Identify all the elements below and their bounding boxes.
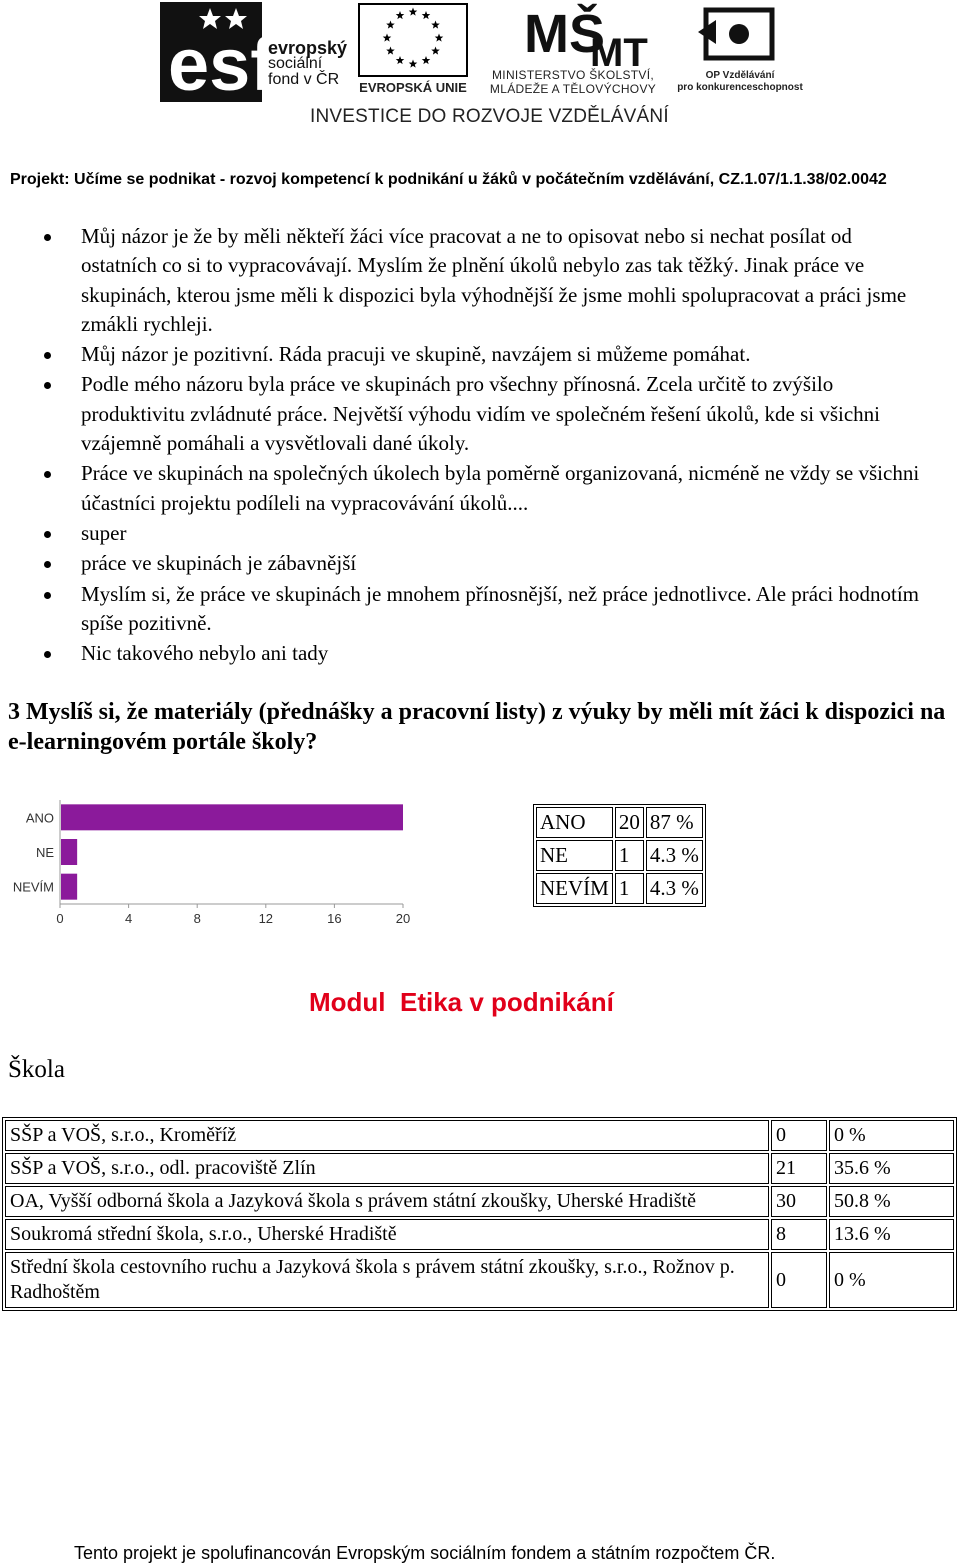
list-item xyxy=(0,519,960,548)
project-title: Projekt: Učíme se podnikat - rozvoj kompetencí k podnikání u žáků v počátečním vzdělávání, CZ.1.07/1.1.38/02.0042 xyxy=(10,171,887,188)
svg-text:MŠ: MŠ xyxy=(524,4,605,64)
list-item xyxy=(0,222,960,339)
list-item-text: super xyxy=(81,520,127,545)
category-label: NEVÍM xyxy=(12,879,54,895)
list-item-text: Podle mého názoru byla práce ve skupinách pro všechny přínosná. Zcela určitě to zvýšilo produktivitu zvládnuté práce. Největší výhodu vidím ve společném řešení úkolů, kde si všichni vzájemně pomáhali a vysvětlovali dané úkoly. xyxy=(81,372,880,456)
bullet-icon xyxy=(44,561,51,568)
category-label: ANO xyxy=(25,810,54,826)
table-row xyxy=(536,807,703,838)
school-percent: 0 % xyxy=(829,1252,954,1308)
answer-percent: 4.3 % xyxy=(646,840,703,871)
school-name: SŠP a VOŠ, s.r.o., odl. pracoviště Zlín xyxy=(5,1153,769,1184)
x-tick-label: 20 xyxy=(395,911,411,926)
esf-line1: evropský xyxy=(268,38,348,58)
answer-count: 20 xyxy=(615,807,644,838)
answer-label: ANO xyxy=(536,807,613,838)
bar xyxy=(61,804,403,830)
opvk-line1: OP Vzdělávání xyxy=(705,70,775,81)
list-item-text: Myslím si, že práce ve skupinách je mnohem přínosnější, než práce jednotlivce. Ale práci hodnotím spíše pozitivně. xyxy=(81,581,920,635)
school-percent: 35.6 % xyxy=(829,1153,954,1184)
answer-bar-chart xyxy=(0,792,430,932)
msmt-line1: MINISTERSTVO ŠKOLSTVÍ, xyxy=(492,68,654,82)
school-count: 21 xyxy=(771,1153,827,1184)
school-count: 30 xyxy=(771,1186,827,1217)
bullet-icon xyxy=(44,352,51,359)
x-tick-label: 4 xyxy=(124,911,133,926)
list-item-text: Můj názor je pozitivní. Ráda pracuji ve skupině, navzájem si můžeme pomáhat. xyxy=(81,342,751,367)
esf-line3: fond v ČR xyxy=(268,71,340,88)
msmt-label xyxy=(478,68,668,96)
list-item xyxy=(0,639,960,668)
school-percent: 50.8 % xyxy=(829,1186,954,1217)
table-row xyxy=(5,1219,954,1250)
list-item xyxy=(0,370,960,458)
school-count: 8 xyxy=(771,1219,827,1250)
opvk-line2: pro konkurenceschopnost xyxy=(677,82,803,93)
answer-count: 1 xyxy=(615,873,644,904)
school-name: SŠP a VOŠ, s.r.o., Kroměříž xyxy=(5,1120,769,1151)
school-name: OA, Vyšší odborná škola a Jazyková škola s právem státní zkoušky, Uherské Hradiště xyxy=(5,1186,769,1217)
msmt-line2: MLÁDEŽE A TĚLOVÝCHOVY xyxy=(489,82,657,96)
footer-note: Tento projekt je spolufinancován Evropským sociálním fondem a státním rozpočtem ČR. xyxy=(74,1543,776,1563)
answer-label: NE xyxy=(536,840,613,871)
school-count: 0 xyxy=(771,1252,827,1308)
results-table xyxy=(533,804,706,907)
investice-banner: INVESTICE DO ROZVOJE VZDĚLÁVÁNÍ xyxy=(310,106,669,127)
x-tick-label: 12 xyxy=(258,911,274,926)
x-tick-label: 0 xyxy=(56,911,64,926)
opvk-label xyxy=(676,70,804,94)
school-count: 0 xyxy=(771,1120,827,1151)
bullet-icon xyxy=(44,234,51,241)
esf-wordmark xyxy=(268,40,347,88)
module-title: Modul Etika v podnikání xyxy=(309,987,614,1017)
list-item xyxy=(0,580,960,639)
bullet-icon xyxy=(44,382,51,389)
answer-percent: 4.3 % xyxy=(646,873,703,904)
bar xyxy=(61,874,77,900)
school-heading: Škola xyxy=(8,1056,65,1083)
table-row xyxy=(5,1120,954,1151)
answer-label: NEVÍM xyxy=(536,873,613,904)
bar xyxy=(61,839,77,865)
table-row xyxy=(5,1252,954,1308)
category-label: NE xyxy=(35,845,54,860)
school-name: Střední škola cestovního ruchu a Jazyková škola s právem státní zkoušky, s.r.o., Rožnov p. Radhoštěm xyxy=(5,1252,769,1308)
bullet-icon xyxy=(44,471,51,478)
list-item-text: Nic takového nebylo ani tady xyxy=(81,641,329,666)
list-item xyxy=(0,340,960,369)
list-item xyxy=(0,459,960,518)
table-row xyxy=(536,873,703,904)
question-heading: 3 Myslíš si, že materiály (přednášky a pracovní listy) z výuky by měli mít žáci k dispozici na e-learningovém portále školy? xyxy=(8,699,946,755)
table-row xyxy=(536,840,703,871)
x-tick-label: 8 xyxy=(193,911,201,926)
svg-text:esf: esf xyxy=(168,23,275,102)
list-item-text: Práce ve skupinách na společných úkolech byla poměrně organizovaná, nicméně ne vždy se všichni účastníci projektu podíleli na vypracovávání úkolů.... xyxy=(81,461,920,515)
bullet-icon xyxy=(44,651,51,658)
table-row xyxy=(5,1153,954,1184)
school-table xyxy=(2,1117,957,1311)
x-tick-label: 16 xyxy=(327,911,342,926)
school-percent: 0 % xyxy=(829,1120,954,1151)
answer-percent: 87 % xyxy=(646,807,703,838)
svg-text:MT: MT xyxy=(590,31,648,75)
list-item-text: práce ve skupinách je zábavnější xyxy=(81,551,357,576)
answer-count: 1 xyxy=(615,840,644,871)
list-item-text: Můj názor je že by měli někteří žáci více pracovat a ne to opisovat nebo si nechat posílat od ostatních co si to vypracovávají. Myslím že plnění úkolů nebylo zas tak těžký. Jinak práce ve skupinách, kterou jsme měli k dispozici byla výhodnější že jsme mohli spolupracovat a práci jsme zmákli rychleji. xyxy=(81,224,907,336)
school-name: Soukromá střední škola, s.r.o., Uherské Hradiště xyxy=(5,1219,769,1250)
table-row xyxy=(5,1186,954,1217)
feedback-list xyxy=(0,222,960,668)
bullet-icon xyxy=(44,592,51,599)
eu-label: EVROPSKÁ UNIE xyxy=(359,80,467,95)
esf-line2: sociální xyxy=(268,55,323,72)
logo-header xyxy=(0,0,960,160)
school-percent: 13.6 % xyxy=(829,1219,954,1250)
list-item xyxy=(0,549,960,578)
bullet-icon xyxy=(44,531,51,538)
